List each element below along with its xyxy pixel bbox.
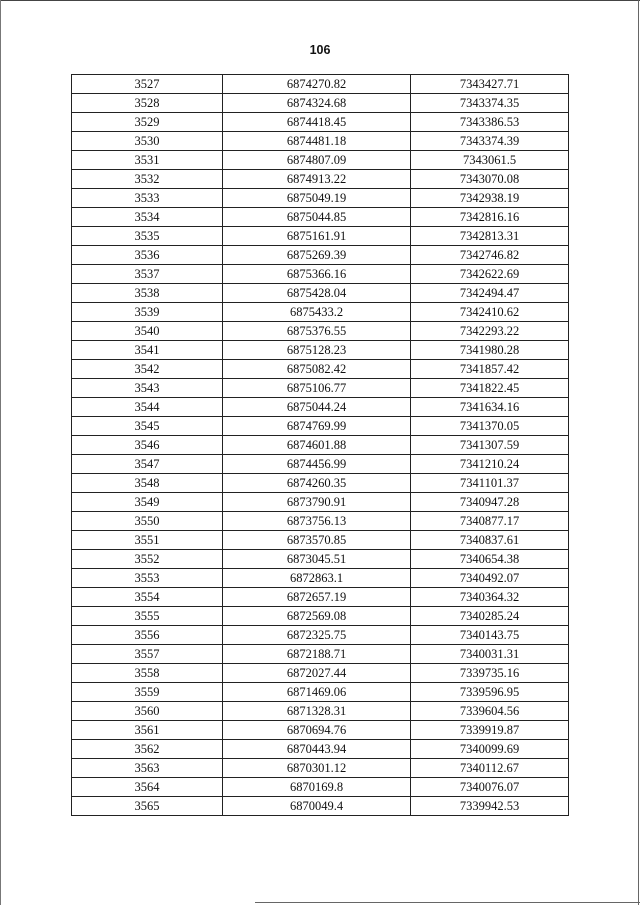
table-row (72, 284, 569, 303)
table-row (72, 759, 569, 778)
table-row (72, 94, 569, 113)
table-row (72, 151, 569, 170)
x-coordinate-cell: 6875433.2 (223, 303, 411, 322)
y-coordinate-cell: 7340654.38 (411, 550, 569, 569)
point-number-cell: 3537 (72, 265, 223, 284)
x-coordinate-cell: 6872027.44 (223, 664, 411, 683)
x-coordinate-cell: 6875376.55 (223, 322, 411, 341)
y-coordinate-cell: 7341980.28 (411, 341, 569, 360)
x-coordinate-cell: 6873790.91 (223, 493, 411, 512)
point-number-cell: 3551 (72, 531, 223, 550)
y-coordinate-cell: 7340492.07 (411, 569, 569, 588)
table-row (72, 436, 569, 455)
y-coordinate-cell: 7340837.61 (411, 531, 569, 550)
y-coordinate-cell: 7339735.16 (411, 664, 569, 683)
point-number-cell: 3557 (72, 645, 223, 664)
point-number-cell: 3534 (72, 208, 223, 227)
table-row (72, 588, 569, 607)
y-coordinate-cell: 7340285.24 (411, 607, 569, 626)
y-coordinate-cell: 7342622.69 (411, 265, 569, 284)
table-row (72, 113, 569, 132)
point-number-cell: 3558 (72, 664, 223, 683)
y-coordinate-cell: 7342494.47 (411, 284, 569, 303)
point-number-cell: 3543 (72, 379, 223, 398)
table-row (72, 246, 569, 265)
point-number-cell: 3532 (72, 170, 223, 189)
table-row (72, 455, 569, 474)
point-number-cell: 3565 (72, 797, 223, 816)
x-coordinate-cell: 6873570.85 (223, 531, 411, 550)
x-coordinate-cell: 6873756.13 (223, 512, 411, 531)
table-row (72, 417, 569, 436)
point-number-cell: 3545 (72, 417, 223, 436)
x-coordinate-cell: 6874324.68 (223, 94, 411, 113)
y-coordinate-cell: 7341101.37 (411, 474, 569, 493)
point-number-cell: 3531 (72, 151, 223, 170)
x-coordinate-cell: 6875428.04 (223, 284, 411, 303)
y-coordinate-cell: 7341634.16 (411, 398, 569, 417)
y-coordinate-cell: 7340031.31 (411, 645, 569, 664)
x-coordinate-cell: 6874270.82 (223, 75, 411, 94)
y-coordinate-cell: 7342293.22 (411, 322, 569, 341)
x-coordinate-cell: 6872569.08 (223, 607, 411, 626)
y-coordinate-cell: 7340143.75 (411, 626, 569, 645)
y-coordinate-cell: 7342938.19 (411, 189, 569, 208)
table-row (72, 531, 569, 550)
point-number-cell: 3554 (72, 588, 223, 607)
y-coordinate-cell: 7341210.24 (411, 455, 569, 474)
y-coordinate-cell: 7339604.56 (411, 702, 569, 721)
y-coordinate-cell: 7343061.5 (411, 151, 569, 170)
point-number-cell: 3542 (72, 360, 223, 379)
point-number-cell: 3536 (72, 246, 223, 265)
x-coordinate-cell: 6873045.51 (223, 550, 411, 569)
x-coordinate-cell: 6872657.19 (223, 588, 411, 607)
point-number-cell: 3540 (72, 322, 223, 341)
x-coordinate-cell: 6870694.76 (223, 721, 411, 740)
y-coordinate-cell: 7340877.17 (411, 512, 569, 531)
y-coordinate-cell: 7342816.16 (411, 208, 569, 227)
table-row (72, 607, 569, 626)
table-row (72, 778, 569, 797)
table-row (72, 474, 569, 493)
point-number-cell: 3533 (72, 189, 223, 208)
x-coordinate-cell: 6874260.35 (223, 474, 411, 493)
x-coordinate-cell: 6875106.77 (223, 379, 411, 398)
point-number-cell: 3548 (72, 474, 223, 493)
table-row (72, 569, 569, 588)
point-number-cell: 3528 (72, 94, 223, 113)
x-coordinate-cell: 6875161.91 (223, 227, 411, 246)
y-coordinate-cell: 7342410.62 (411, 303, 569, 322)
table-row (72, 740, 569, 759)
x-coordinate-cell: 6875049.19 (223, 189, 411, 208)
y-coordinate-cell: 7341822.45 (411, 379, 569, 398)
x-coordinate-cell: 6870443.94 (223, 740, 411, 759)
page-number: 106 (309, 43, 331, 57)
y-coordinate-cell: 7343374.35 (411, 94, 569, 113)
y-coordinate-cell: 7343070.08 (411, 170, 569, 189)
x-coordinate-cell: 6872863.1 (223, 569, 411, 588)
point-number-cell: 3544 (72, 398, 223, 417)
page-edge-left (0, 0, 1, 905)
point-number-cell: 3561 (72, 721, 223, 740)
x-coordinate-cell: 6874769.99 (223, 417, 411, 436)
point-number-cell: 3538 (72, 284, 223, 303)
point-number-cell: 3564 (72, 778, 223, 797)
point-number-cell: 3547 (72, 455, 223, 474)
point-number-cell: 3556 (72, 626, 223, 645)
table-row (72, 360, 569, 379)
table-row (72, 721, 569, 740)
table-row (72, 75, 569, 94)
x-coordinate-cell: 6874807.09 (223, 151, 411, 170)
coordinates-table-body (72, 75, 569, 816)
point-number-cell: 3553 (72, 569, 223, 588)
y-coordinate-cell: 7340099.69 (411, 740, 569, 759)
point-number-cell: 3562 (72, 740, 223, 759)
table-row (72, 322, 569, 341)
point-number-cell: 3550 (72, 512, 223, 531)
y-coordinate-cell: 7343386.53 (411, 113, 569, 132)
table-row (72, 303, 569, 322)
y-coordinate-cell: 7341857.42 (411, 360, 569, 379)
x-coordinate-cell: 6875366.16 (223, 265, 411, 284)
point-number-cell: 3555 (72, 607, 223, 626)
x-coordinate-cell: 6875082.42 (223, 360, 411, 379)
table-row (72, 265, 569, 284)
table-row (72, 227, 569, 246)
y-coordinate-cell: 7339942.53 (411, 797, 569, 816)
table-row (72, 398, 569, 417)
y-coordinate-cell: 7342746.82 (411, 246, 569, 265)
y-coordinate-cell: 7343427.71 (411, 75, 569, 94)
table-row (72, 493, 569, 512)
x-coordinate-cell: 6870169.8 (223, 778, 411, 797)
table-row (72, 208, 569, 227)
coordinates-table (71, 74, 569, 816)
x-coordinate-cell: 6874601.88 (223, 436, 411, 455)
x-coordinate-cell: 6874913.22 (223, 170, 411, 189)
x-coordinate-cell: 6874418.45 (223, 113, 411, 132)
table-row (72, 512, 569, 531)
point-number-cell: 3560 (72, 702, 223, 721)
table-row (72, 683, 569, 702)
point-number-cell: 3527 (72, 75, 223, 94)
table-row (72, 341, 569, 360)
x-coordinate-cell: 6870301.12 (223, 759, 411, 778)
table-row (72, 189, 569, 208)
page-edge-top (0, 0, 640, 1)
point-number-cell: 3529 (72, 113, 223, 132)
point-number-cell: 3546 (72, 436, 223, 455)
x-coordinate-cell: 6874456.99 (223, 455, 411, 474)
x-coordinate-cell: 6874481.18 (223, 132, 411, 151)
x-coordinate-cell: 6875044.24 (223, 398, 411, 417)
table-row (72, 645, 569, 664)
x-coordinate-cell: 6870049.4 (223, 797, 411, 816)
table-row (72, 797, 569, 816)
point-number-cell: 3535 (72, 227, 223, 246)
table-row (72, 702, 569, 721)
y-coordinate-cell: 7340947.28 (411, 493, 569, 512)
x-coordinate-cell: 6875269.39 (223, 246, 411, 265)
y-coordinate-cell: 7339596.95 (411, 683, 569, 702)
table-row (72, 132, 569, 151)
table-row (72, 664, 569, 683)
y-coordinate-cell: 7342813.31 (411, 227, 569, 246)
point-number-cell: 3559 (72, 683, 223, 702)
point-number-cell: 3549 (72, 493, 223, 512)
y-coordinate-cell: 7340364.32 (411, 588, 569, 607)
x-coordinate-cell: 6871328.31 (223, 702, 411, 721)
x-coordinate-cell: 6875128.23 (223, 341, 411, 360)
table-row (72, 550, 569, 569)
table-row (72, 379, 569, 398)
page-edge-right (638, 0, 639, 905)
y-coordinate-cell: 7341370.05 (411, 417, 569, 436)
x-coordinate-cell: 6872188.71 (223, 645, 411, 664)
table-row (72, 626, 569, 645)
point-number-cell: 3530 (72, 132, 223, 151)
y-coordinate-cell: 7340076.07 (411, 778, 569, 797)
point-number-cell: 3539 (72, 303, 223, 322)
x-coordinate-cell: 6875044.85 (223, 208, 411, 227)
y-coordinate-cell: 7339919.87 (411, 721, 569, 740)
table-row (72, 170, 569, 189)
x-coordinate-cell: 6872325.75 (223, 626, 411, 645)
x-coordinate-cell: 6871469.06 (223, 683, 411, 702)
point-number-cell: 3541 (72, 341, 223, 360)
y-coordinate-cell: 7343374.39 (411, 132, 569, 151)
y-coordinate-cell: 7340112.67 (411, 759, 569, 778)
point-number-cell: 3552 (72, 550, 223, 569)
page-edge-bottom (255, 902, 640, 903)
point-number-cell: 3563 (72, 759, 223, 778)
y-coordinate-cell: 7341307.59 (411, 436, 569, 455)
